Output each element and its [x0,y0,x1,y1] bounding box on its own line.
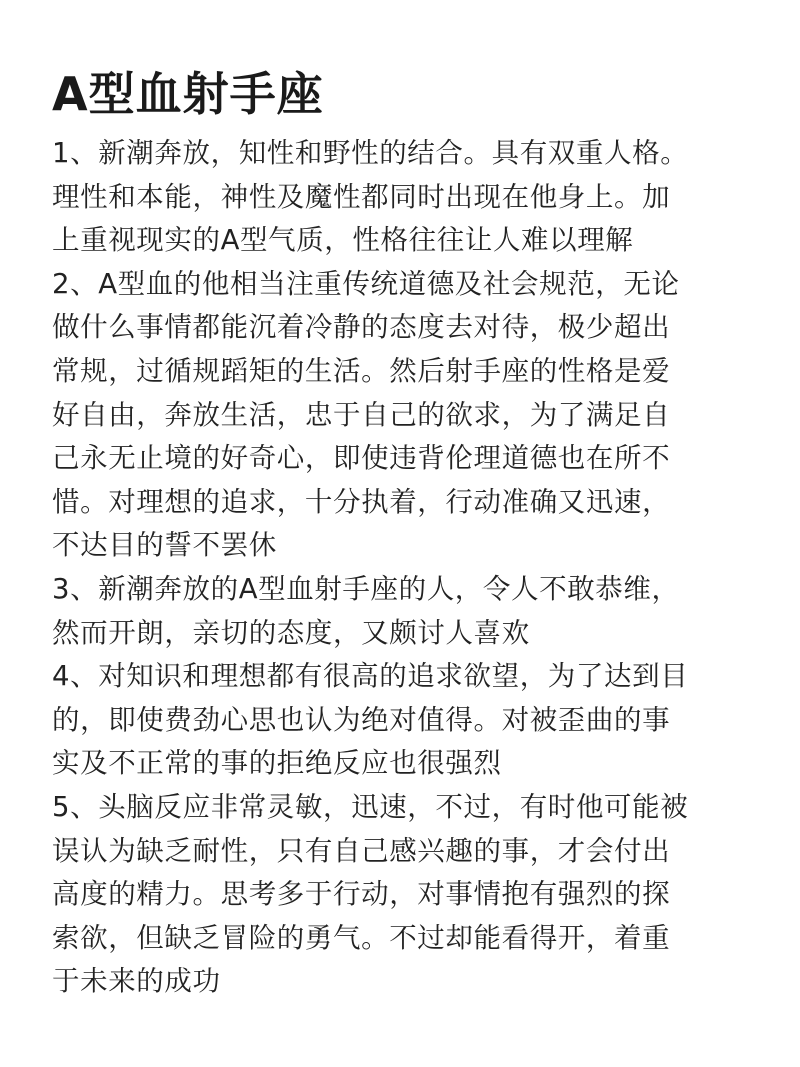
text-line: 上重视现实的A型气质，性格往往让人难以理解 [52,224,634,257]
document-page [52,64,752,1004]
text-line: 然而开朗，亲切的态度，又颇讨人喜欢 [52,616,530,649]
text-line: 做什么事情都能沉着冷静的态度去对待，极少超出 [52,311,671,344]
page-title: A型血射手座 [52,67,324,121]
text-line: 索欲，但缺乏冒险的勇气。不过却能看得开，着重 [52,921,671,954]
text-line: 己永无止境的好奇心，即使违背伦理道德也在所不 [52,442,671,475]
text-line: 5、头脑反应非常灵敏，迅速，不过，有时他可能被 [52,790,689,823]
text-line: 常规，过循规蹈矩的生活。然后射手座的性格是爱 [52,354,671,387]
text-line: 实及不正常的事的拒绝反应也很强烈 [52,747,502,780]
text-line: 于未来的成功 [52,965,221,998]
body-text [52,132,752,1004]
text-line: 1、新潮奔放，知性和野性的结合。具有双重人格。 [52,137,689,169]
text-line: 2、A型血的他相当注重传统道德及社会规范，无论 [52,267,680,300]
text-line: 好自由，奔放生活，忠于自己的欲求，为了满足自 [52,398,671,431]
text-line: 理性和本能，神性及魔性都同时出现在他身上。加 [52,180,671,213]
text-line: 3、新潮奔放的A型血射手座的人，令人不敢恭维， [52,572,680,605]
text-line: 惜。对理想的追求，十分执着，行动准确又迅速， [52,485,671,518]
text-line: 误认为缺乏耐性，只有自己感兴趣的事，才会付出 [52,834,671,867]
text-line: 高度的精力。思考多于行动，对事情抱有强烈的探 [52,878,671,911]
text-line: 不达目的誓不罢休 [52,529,277,562]
text-line: 的，即使费劲心思也认为绝对值得。对被歪曲的事 [52,703,671,736]
text-line: 4、对知识和理想都有很高的追求欲望，为了达到目 [52,660,689,693]
